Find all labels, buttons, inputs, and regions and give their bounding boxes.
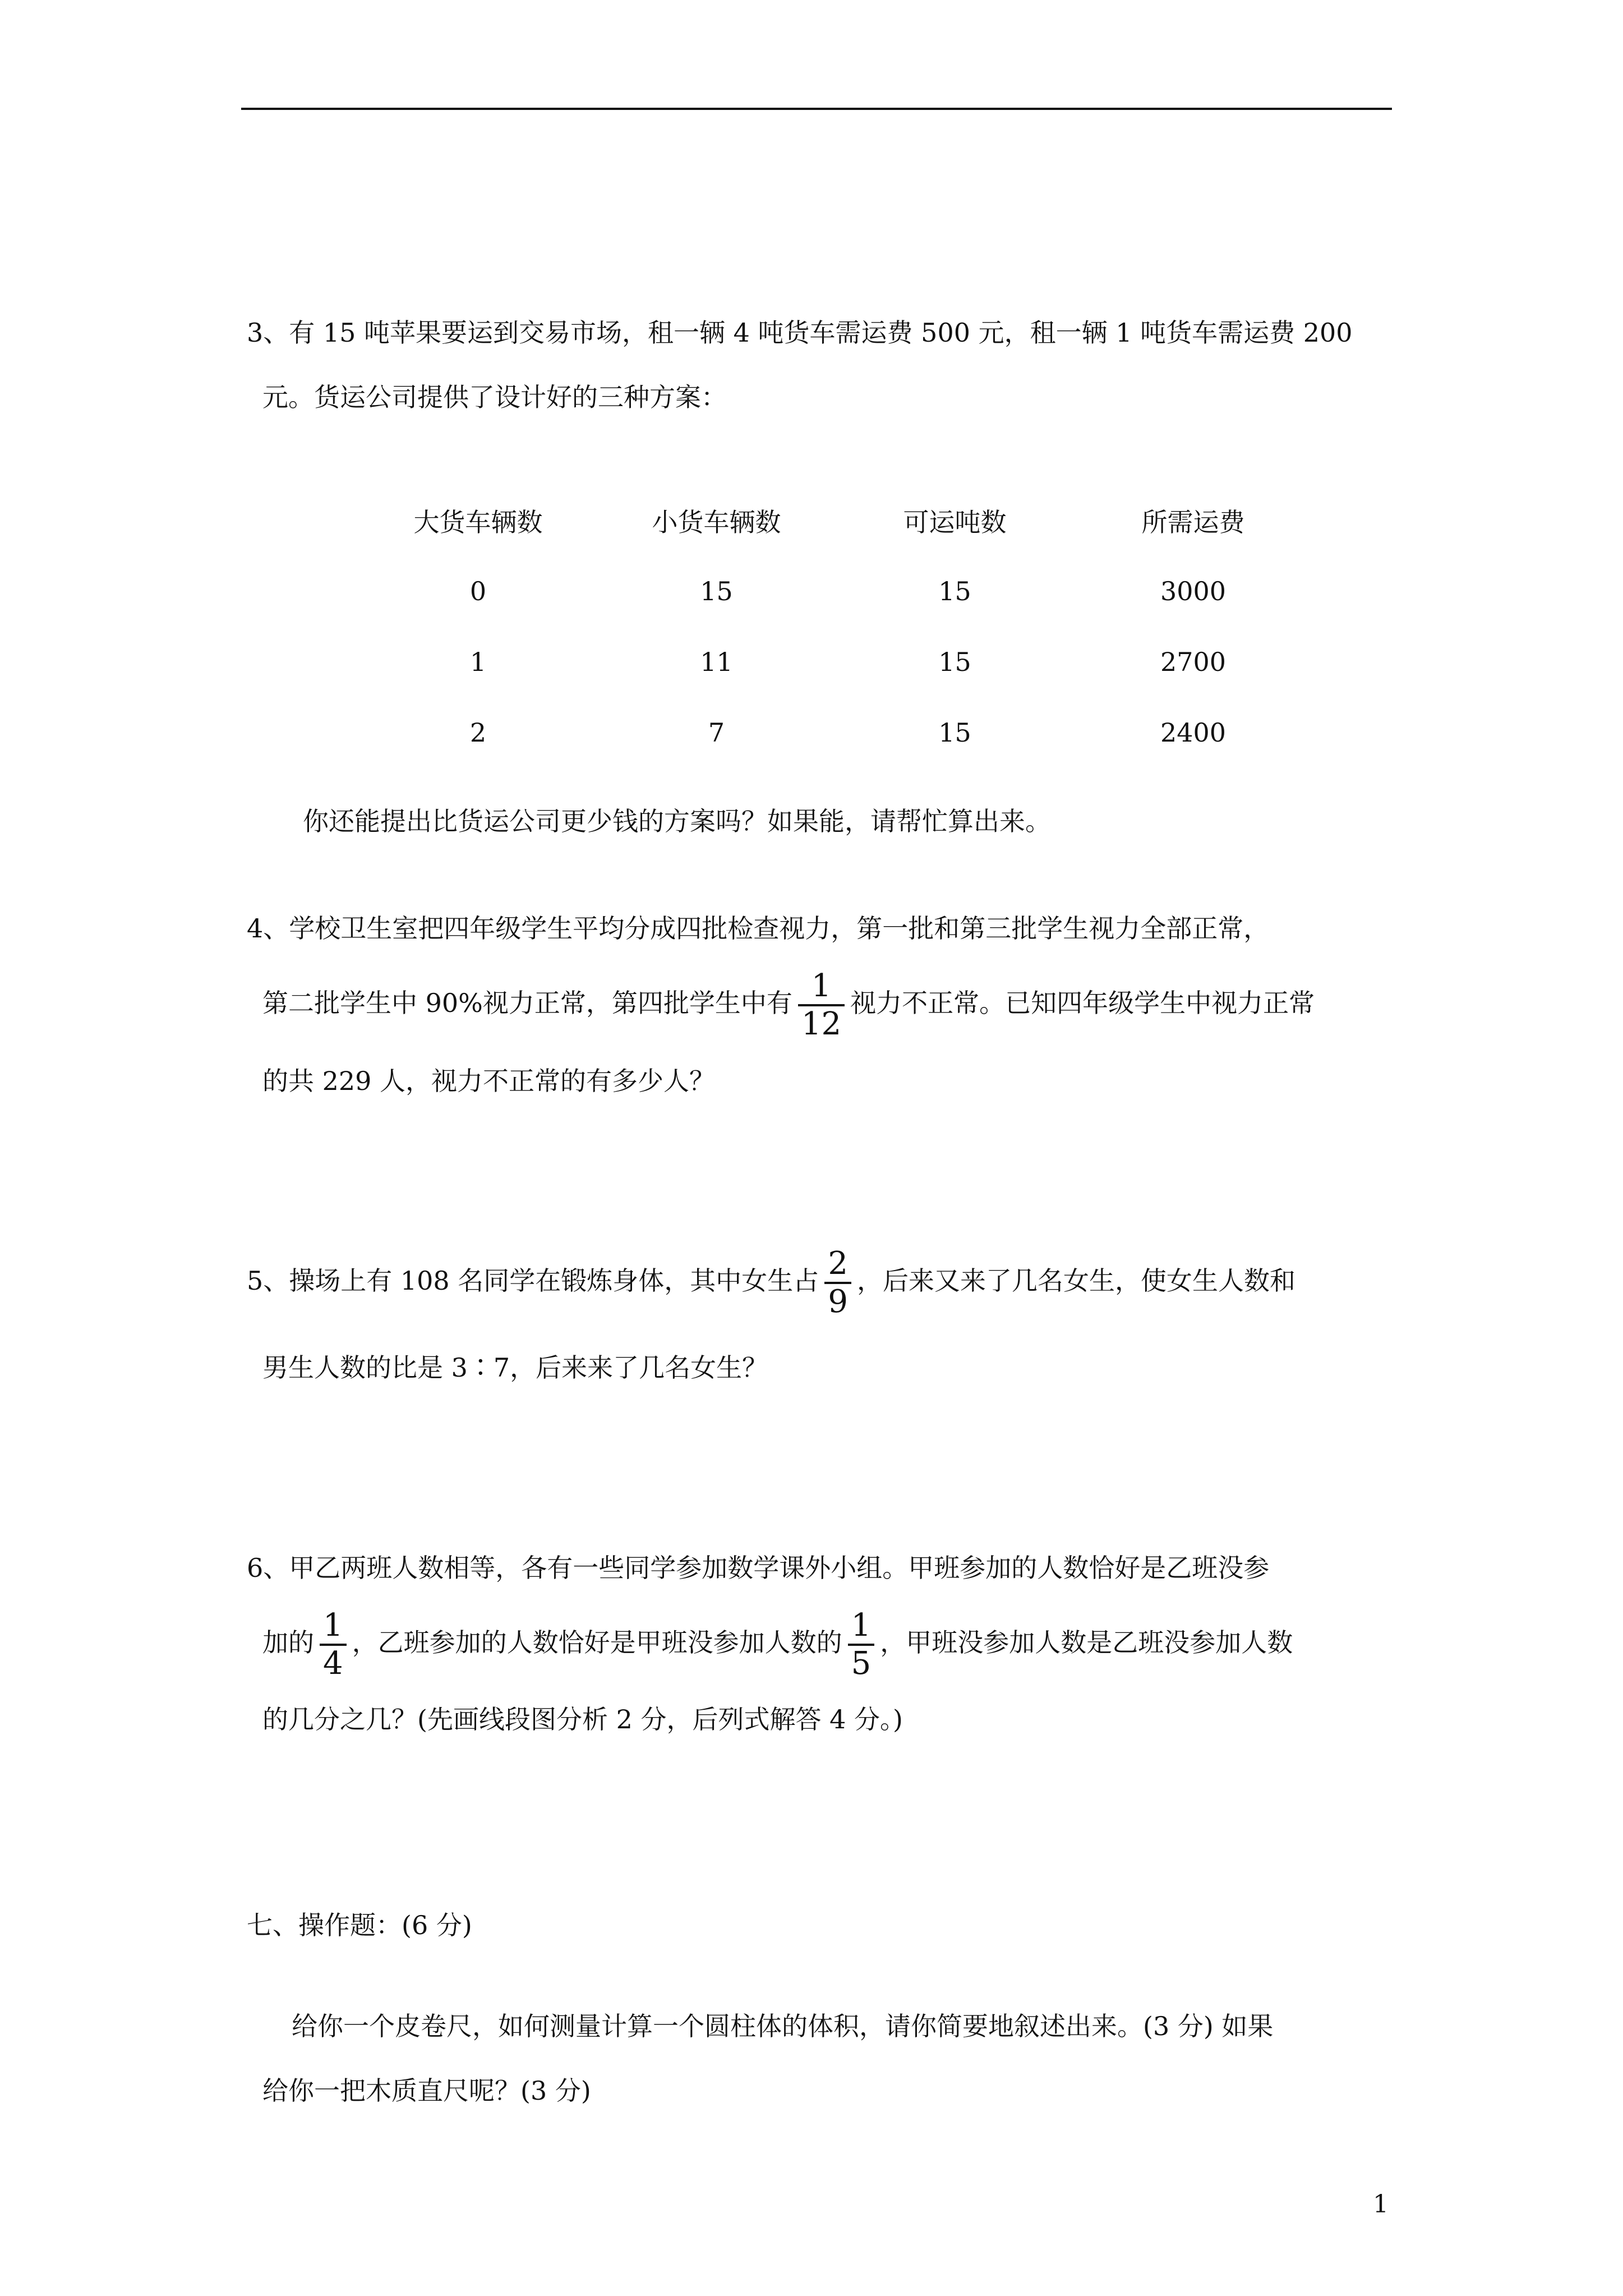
q3-question: 你还能提出比货运公司更少钱的方案吗？如果能，请帮忙算出来。 xyxy=(303,806,1051,836)
table-header-row xyxy=(359,485,1312,556)
fraction-denominator: 12 xyxy=(801,1006,842,1042)
table-cell: 7 xyxy=(708,717,725,748)
q6-line-1: 6、甲乙两班人数相等，各有一些同学参加数学课外小组。甲班参加的人数恰好是乙班没参 xyxy=(247,1553,1270,1583)
table-cell: 15 xyxy=(700,576,733,606)
q6-fraction-1 xyxy=(320,1607,347,1682)
table-header: 可运吨数 xyxy=(903,507,1007,537)
table-cell: 15 xyxy=(938,576,971,606)
q4-line-3: 的共 229 人，视力不正常的有多少人？ xyxy=(262,1066,716,1096)
q6-text-a: 加的 xyxy=(262,1627,314,1658)
q3-line-2: 元。货运公司提供了设计好的三种方案： xyxy=(262,382,727,412)
section-7-line-2: 给你一把木质直尺呢？(3 分) xyxy=(262,2076,591,2106)
q6-line-2 xyxy=(262,1607,1293,1682)
table-cell: 15 xyxy=(938,647,971,677)
fraction-numerator: 1 xyxy=(798,970,845,1006)
table-header: 大货车辆数 xyxy=(413,507,543,537)
table-row xyxy=(359,627,1312,697)
q4-text-a: 第二批学生中 90%视力正常，第四批学生中有 xyxy=(262,988,792,1018)
table-row xyxy=(359,697,1312,768)
q4-fraction xyxy=(798,970,845,1040)
table-cell: 2400 xyxy=(1160,717,1227,748)
q5-fraction xyxy=(824,1245,851,1320)
q5-line-1 xyxy=(247,1245,1295,1320)
fraction-denominator: 9 xyxy=(828,1283,848,1320)
q5-text-b: ，后来又来了几名女生，使女生人数和 xyxy=(856,1266,1295,1296)
q6-text-c: ，甲班没参加人数是乙班没参加人数 xyxy=(880,1627,1293,1658)
freight-plan-table xyxy=(359,485,1312,768)
table-cell: 3000 xyxy=(1160,576,1227,606)
section-7-heading: 七、操作题：(6 分) xyxy=(247,1910,472,1940)
header-rule xyxy=(241,108,1392,110)
fraction-numerator: 1 xyxy=(320,1610,347,1646)
q5-text-a: 5、操场上有 108 名同学在锻炼身体，其中女生占 xyxy=(247,1266,819,1296)
q4-text-b: 视力不正常。已知四年级学生中视力正常 xyxy=(850,988,1315,1018)
fraction-denominator: 5 xyxy=(851,1645,872,1682)
q4-line-2 xyxy=(262,970,1315,1040)
fraction-numerator: 2 xyxy=(824,1248,851,1284)
table-row xyxy=(359,556,1312,627)
q6-line-3: 的几分之几？(先画线段图分析 2 分，后列式解答 4 分。) xyxy=(262,1704,903,1734)
section-7-line-1: 给你一个皮卷尺，如何测量计算一个圆柱体的体积，请你简要地叙述出来。(3 分) 如果 xyxy=(292,2011,1274,2041)
table-cell: 15 xyxy=(938,717,971,748)
table-cell: 0 xyxy=(469,576,487,606)
page-number: 1 xyxy=(1373,2190,1389,2219)
fraction-denominator: 4 xyxy=(323,1645,343,1682)
q3-line-1: 3、有 15 吨苹果要运到交易市场，租一辆 4 吨货车需运费 500 元，租一辆 1 吨货车需运费 200 xyxy=(247,318,1353,348)
q4-line-1: 4、学校卫生室把四年级学生平均分成四批检查视力，第一批和第三批学生视力全部正常， xyxy=(247,913,1270,944)
table-header: 小货车辆数 xyxy=(652,507,781,537)
table-cell: 2 xyxy=(469,717,487,748)
table-cell: 11 xyxy=(700,647,733,677)
fraction-numerator: 1 xyxy=(848,1610,875,1646)
table-cell: 1 xyxy=(469,647,487,677)
q6-fraction-2 xyxy=(848,1607,875,1682)
table-header: 所需运费 xyxy=(1141,507,1245,537)
q5-line-2: 男生人数的比是 3∶7，后来来了几名女生？ xyxy=(262,1352,768,1383)
table-cell: 2700 xyxy=(1160,647,1227,677)
q6-text-b: ，乙班参加的人数恰好是甲班没参加人数的 xyxy=(352,1627,842,1658)
